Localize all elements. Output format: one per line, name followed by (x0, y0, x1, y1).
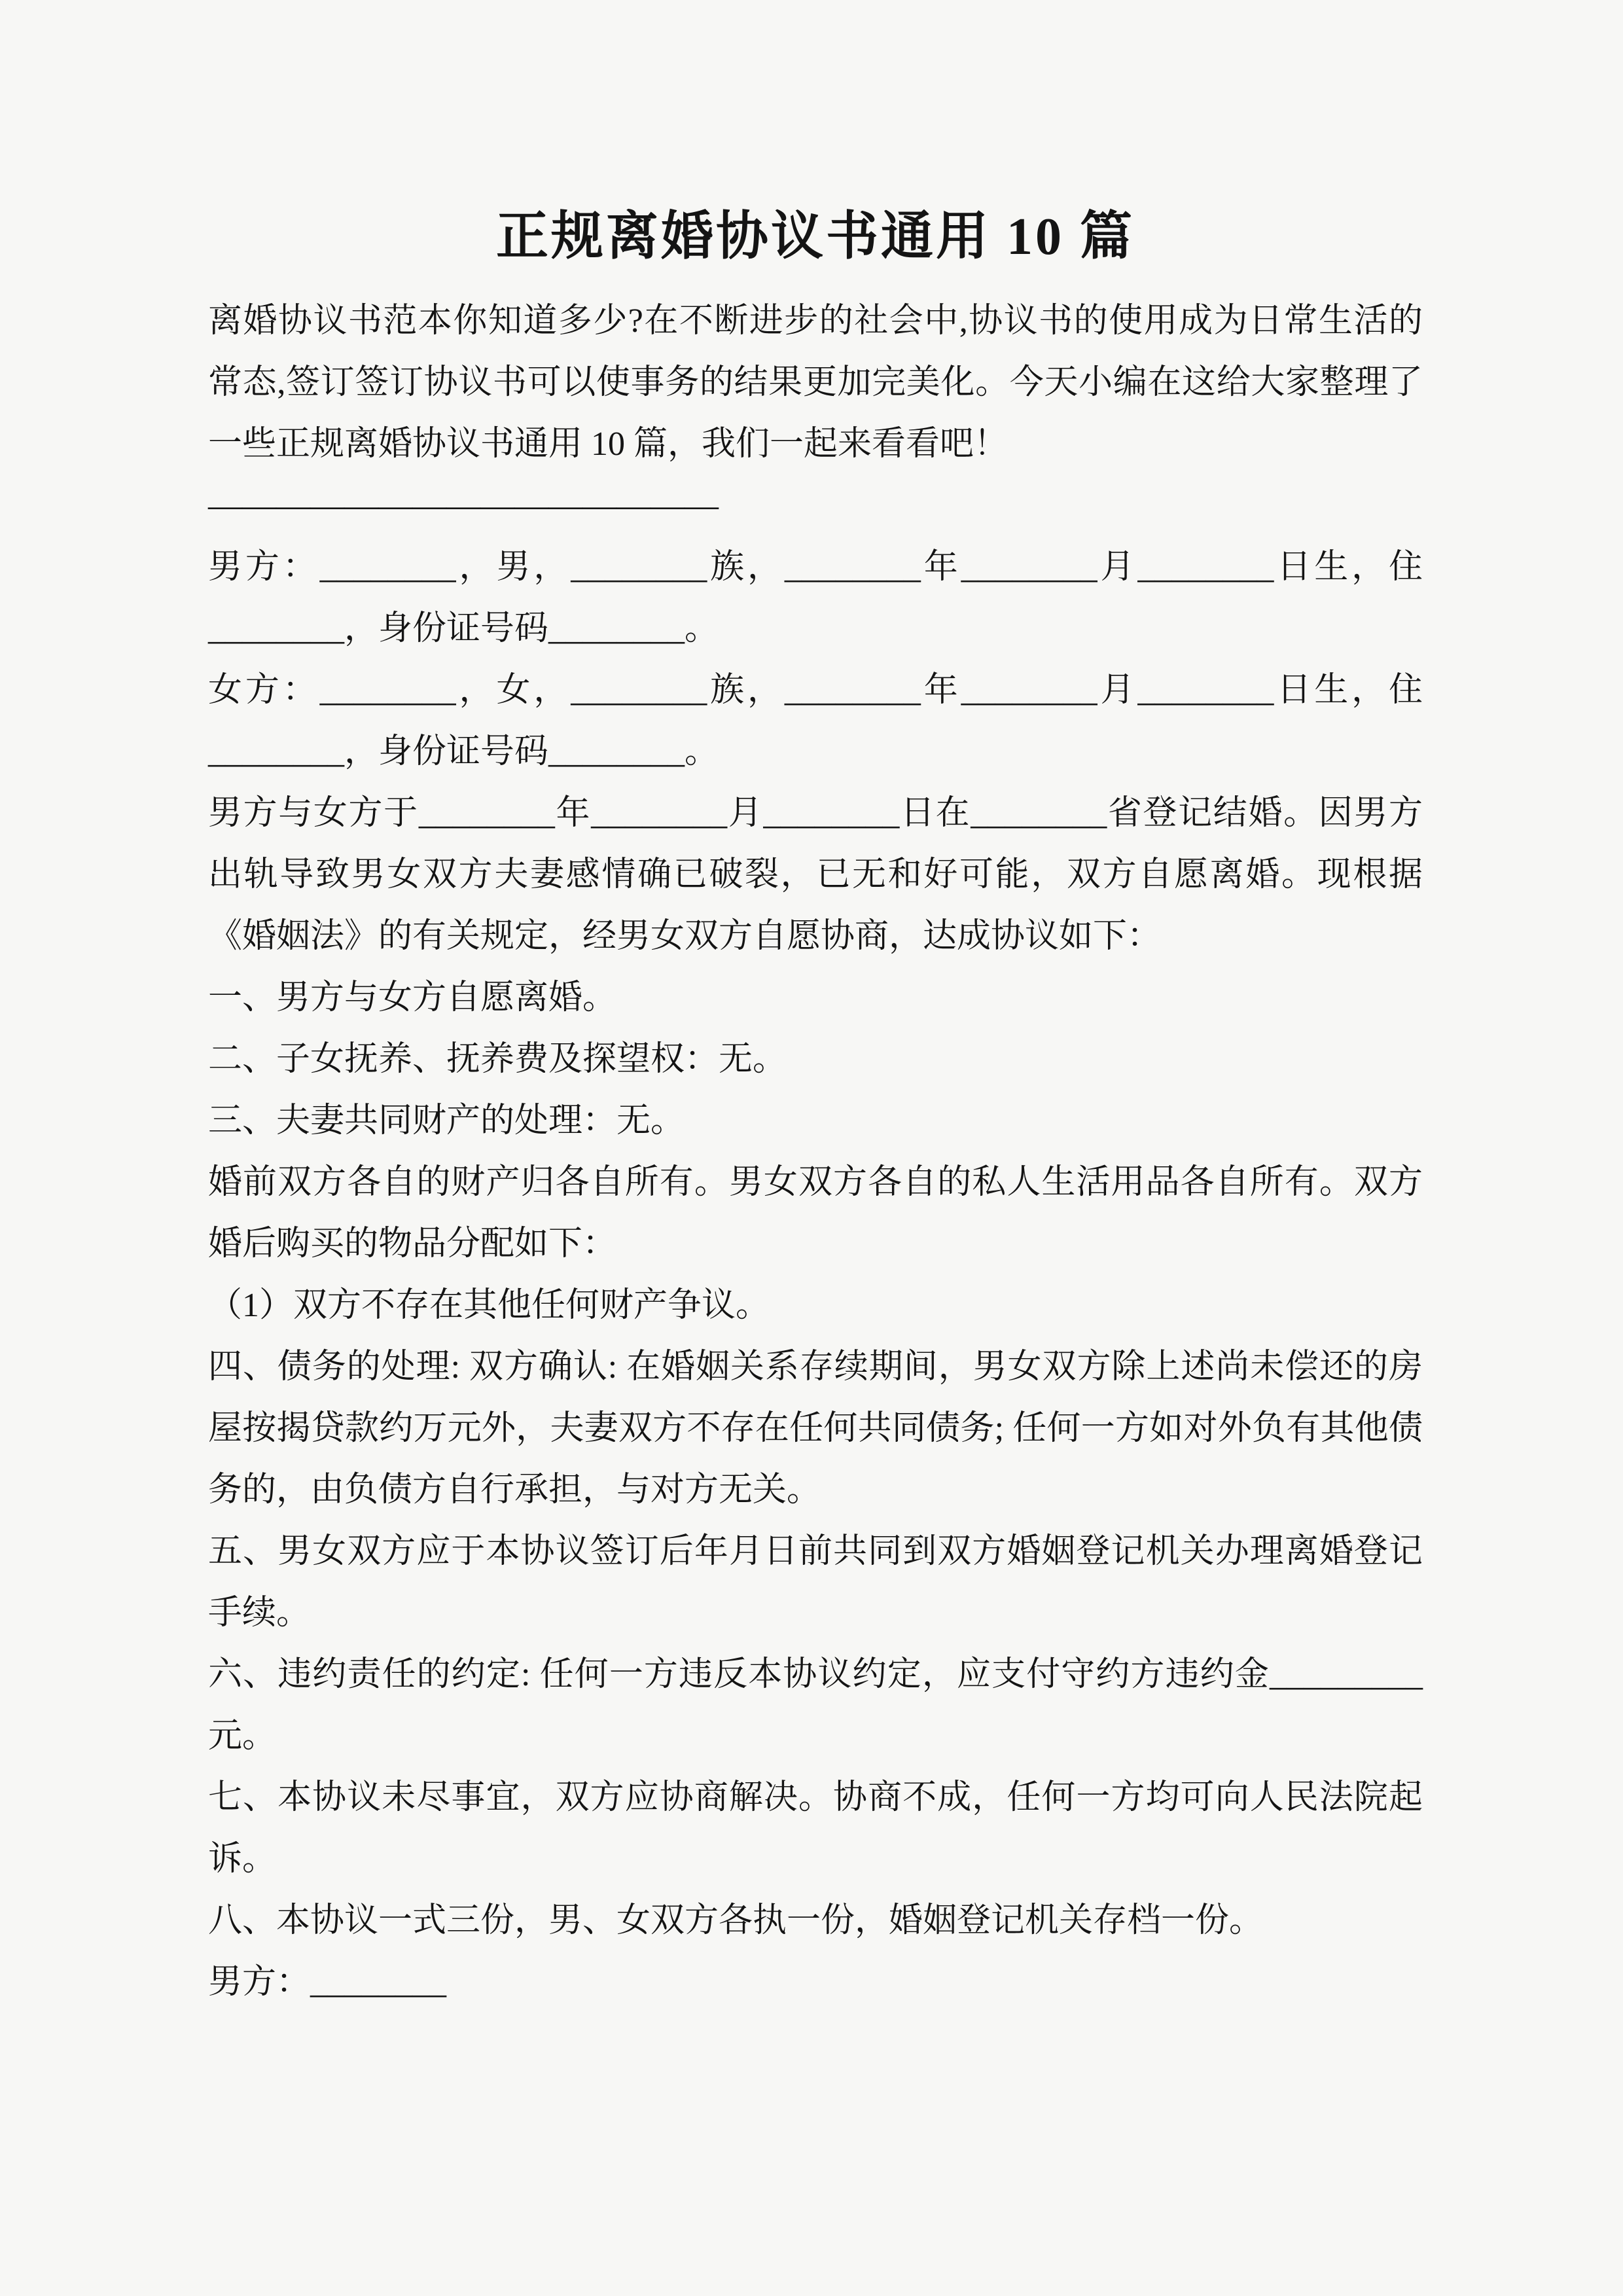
document-title: 正规离婚协议书通用 10 篇 (496, 208, 1135, 266)
paragraph-16: 男方：________ (208, 1964, 447, 2001)
paragraph-13: 六、违约责任的约定: 任何一方违反本协议约定，应支付守约方违约金_________元。 (208, 1656, 1423, 1755)
paragraph-10: （1）双方不存在其他任何财产争议。 (208, 1287, 770, 1324)
paragraph-5: 男方与女方于________年________月________日在________省登记结婚。因男方出轨导致男女双方夫妻感情确已破裂，已无和好可能，双方自愿离婚。现根据《婚姻法》的有关规定，经男女双方自愿协商，达成协议如下： (208, 795, 1423, 955)
paragraph-11: 四、债务的处理: 双方确认: 在婚姻关系存续期间，男女双方除上述尚未偿还的房屋按揭贷款约万元外，夫妻双方不存在任何共同债务; 任何一方如对外负有其他债务的，由负债方自行承担，与对方无关。 (208, 1348, 1423, 1509)
document-body (208, 291, 1423, 2013)
paragraph-14: 七、本协议未尽事宜，双方应协商解决。协商不成，任何一方均可向人民法院起诉。 (208, 1779, 1423, 1878)
paragraph-7: 二、子女抚养、抚养费及探望权：无。 (208, 1041, 787, 1078)
paragraph-15: 八、本协议一式三份，男、女双方各执一份，婚姻登记机关存档一份。 (208, 1902, 1264, 1939)
paragraph-9: 婚前双方各自的财产归各自所有。男女双方各自的私人生活用品各自所有。双方婚后购买的物品分配如下： (208, 1164, 1423, 1263)
paragraph-4: 女方：________，女，________族，________年________月________日生，住________，身份证号码________。 (208, 672, 1423, 770)
document-content (208, 202, 1423, 2013)
paragraph-12: 五、男女双方应于本协议签订后年月日前共同到双方婚姻登记机关办理离婚登记手续。 (208, 1533, 1423, 1632)
paragraph-3: 男方：________，男，________族，________年________月________日生，住________，身份证号码________。 (208, 548, 1423, 647)
paragraph-8: 三、夫妻共同财产的处理：无。 (208, 1102, 685, 1139)
paragraph-6: 一、男方与女方自愿离婚。 (208, 979, 617, 1016)
divider-dashes: ——————————————— (208, 487, 719, 524)
paragraph-1: 离婚协议书范本你知道多少?在不断进步的社会中,协议书的使用成为日常生活的常态,签订签订协议书可以使事务的结果更加完美化。今天小编在这给大家整理了一些正规离婚协议书通用 10 篇，我们一起来看看吧！ (208, 302, 1423, 463)
